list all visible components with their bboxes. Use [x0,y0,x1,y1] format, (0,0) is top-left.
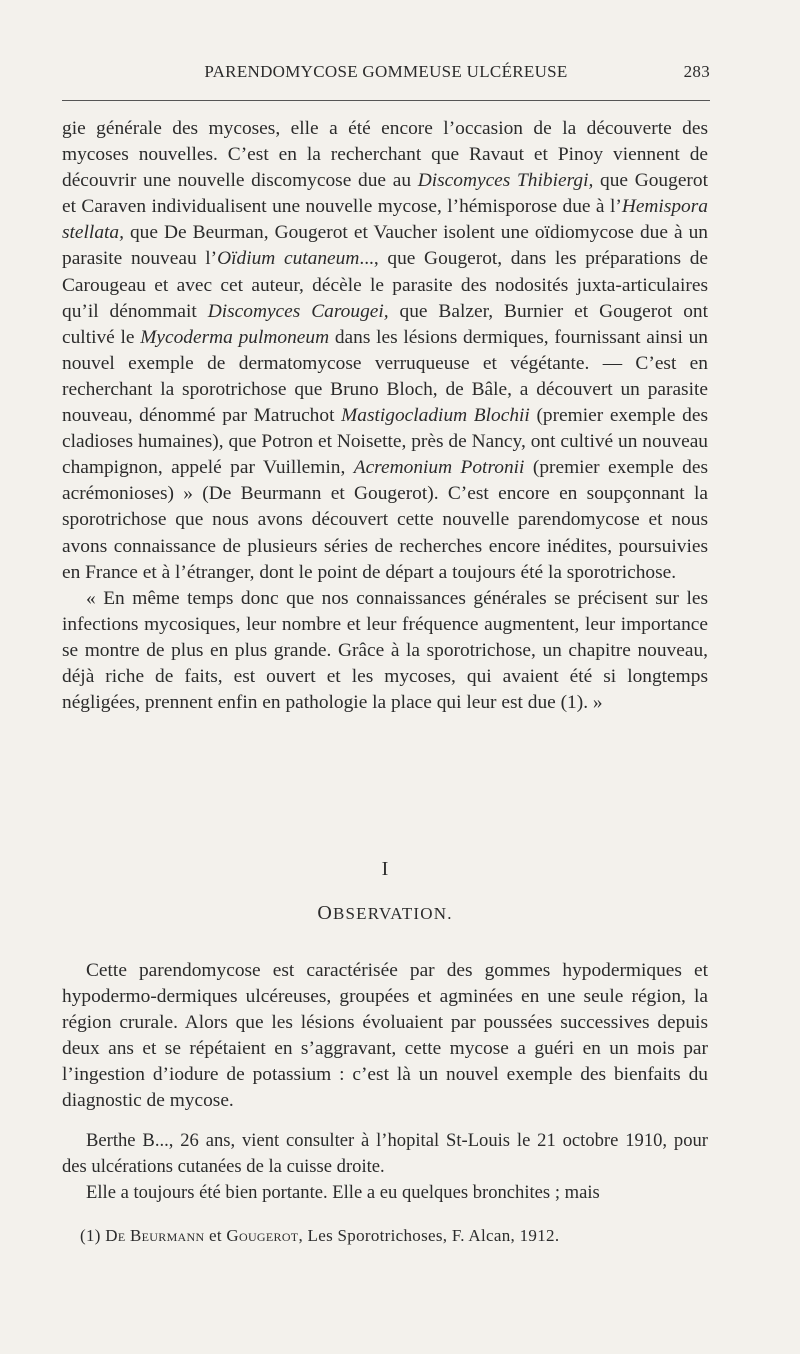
section-title: OBSERVATION. [317,902,453,924]
body-text-case [62,1128,708,1206]
paragraph-4: Berthe B..., 26 ans, vient consulter à l’hopital St-Louis le 21 octobre 1910, pour des ulcérations cutanées de la cuisse droite. [62,1130,708,1178]
paragraph-3: Cette parendomycose est caractérisée par des gommes hypodermiques et hypodermo-dermiques ulcéreuses, groupées et agminées en une seule région, la région crurale. Alors que les lésions évoluaient par poussées successives depuis deux ans et se répétaient en s’aggravant, cette mycose a guéri en un mois par l’ingestion d’iodure de potassium : c’est là un nouvel exemple des bienfaits du diagnostic de mycose. [62,960,708,1112]
paragraph-1: gie générale des mycoses, elle a été encore l’occasion de la découverte des mycoses nouvelles. C’est en la recherchant que Ravaut et Pinoy viennent de découvrir une nouvelle discomycose due au Discomyces Thibiergi, que Gougerot et Caraven individualisent une nouvelle mycose, l’hémisporose due à l’Hemispora stellata, que De Beurman, Gougerot et Vaucher isolent une oïdiomycose due à un parasite nouveau l’Oïdium cutaneum..., que Gougerot, dans les préparations de Carougeau et avec cet auteur, décèle le parasite des nodosités juxta-articulaires qu’il dénommait Discomyces Carougei, que Balzer, Burnier et Gougerot ont cultivé le Mycoderma pulmoneum dans les lésions dermiques, fournissant ainsi un nouvel exemple de dermatomycose verruqueuse et végétante. — C’est en recherchant la sporotrichose que Bruno Bloch, de Bâle, a découvert un parasite nouveau, dénommé par Matruchot Mastigocladium Blochii (premier exemple des cladioses humaines), que Potron et Noisette, près de Nancy, ont cultivé un nouveau champignon, appelé par Vuillemin, Acremonium Potronii (premier exemple des acrémonioses) » (De Beurmann et Gougerot). C’est encore en soupçonnant la sporotrichose que nous avons découvert cette nouvelle parendomycose et nous avons connaissance de plusieurs séries de recherches encore inédites, poursuivies en France et à l’étranger, dont le point de départ a toujours été la sporotrichose. [62,118,709,583]
running-title: PARENDOMYCOSE GOMMEUSE ULCÉREUSE [204,62,568,81]
body-text-top [62,116,708,716]
body-text-observation [62,958,708,1115]
header-rule [62,100,710,101]
section-number: I [381,858,389,880]
paragraph-2: « En même temps donc que nos connaissances générales se précisent sur les infections mycosiques, leur nombre et leur fréquence augmentent, leur importance se montre de plus en plus grande. Grâce à la sporotrichose, un chapitre nouveau, déjà riche de faits, est ouvert et les mycoses, qui avaient été si longtemps négligées, prennent enfin en pathologie la place qui leur est due (1). » [62,587,708,714]
page-number: 283 [683,62,710,81]
footnote: (1) De Beurmann et Gougerot, Les Sporotrichoses, F. Alcan, 1912. [80,1226,560,1245]
page-header [62,62,710,90]
paragraph-5: Elle a toujours été bien portante. Elle a eu quelques bronchites ; mais [86,1182,600,1204]
